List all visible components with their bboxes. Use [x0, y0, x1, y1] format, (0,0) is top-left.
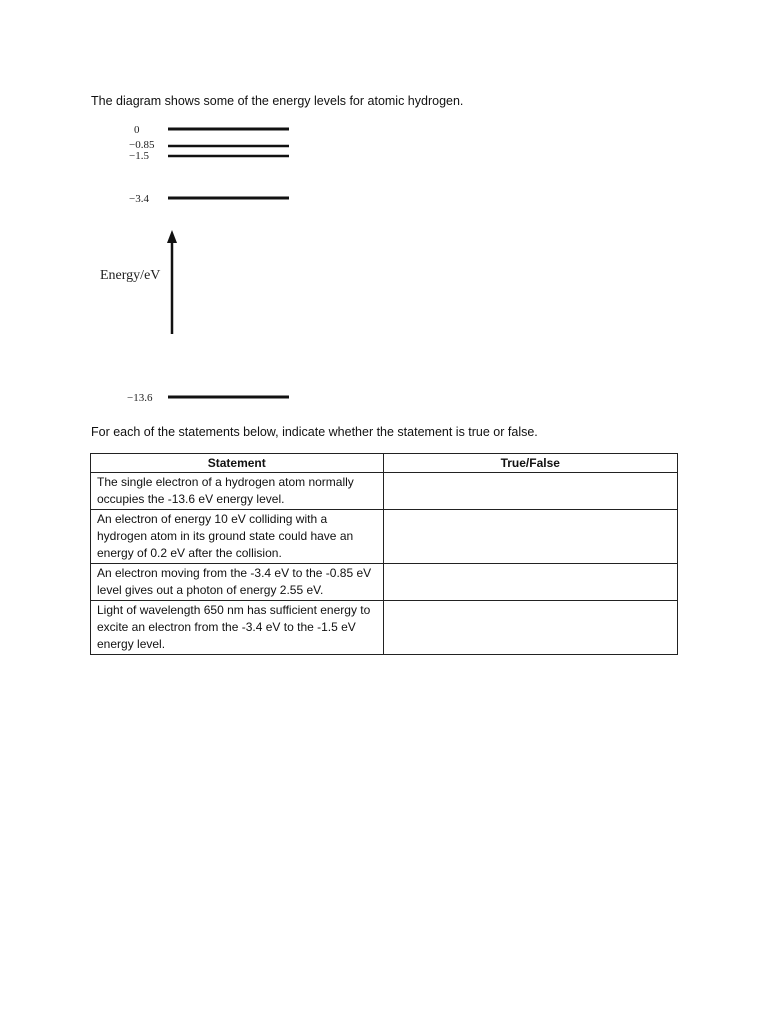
intro-text: The diagram shows some of the energy levels for atomic hydrogen.	[91, 94, 464, 108]
answer-cell[interactable]	[383, 601, 678, 655]
level-label: −13.6	[127, 392, 153, 404]
table-row	[91, 564, 678, 601]
statement-cell: Light of wavelength 650 nm has sufficient energy to excite an electron from the -3.4 eV to the -1.5 eV energy level.	[91, 601, 384, 655]
level-label: 0	[134, 124, 140, 136]
energy-axis-arrow	[167, 230, 177, 334]
energy-level-minus-1-5	[129, 150, 289, 162]
energy-level-minus-3-4	[129, 193, 289, 205]
level-label: −0.85	[129, 139, 155, 151]
statement-header: Statement	[91, 454, 384, 473]
table-row	[91, 601, 678, 655]
answer-cell[interactable]	[383, 564, 678, 601]
energy-level-diagram	[96, 116, 316, 411]
answer-cell[interactable]	[383, 473, 678, 510]
statement-cell: The single electron of a hydrogen atom normally occupies the -13.6 eV energy level.	[91, 473, 384, 510]
energy-level-0	[134, 124, 289, 136]
energy-level-minus-13-6	[127, 392, 289, 404]
table-row	[91, 473, 678, 510]
statement-cell: An electron of energy 10 eV colliding with a hydrogen atom in its ground state could have an energy of 0.2 eV after the collision.	[91, 510, 384, 564]
level-label: −1.5	[129, 150, 149, 162]
statements-table	[90, 453, 678, 655]
level-label: −3.4	[129, 193, 149, 205]
energy-level-minus-0-85	[129, 139, 289, 151]
statement-cell: An electron moving from the -3.4 eV to the -0.85 eV level gives out a photon of energy 2.55 eV.	[91, 564, 384, 601]
table-row	[91, 510, 678, 564]
table-header-row	[91, 454, 678, 473]
answer-cell[interactable]	[383, 510, 678, 564]
true-false-header: True/False	[383, 454, 678, 473]
question-text: For each of the statements below, indicate whether the statement is true or false.	[91, 425, 538, 439]
axis-label: Energy/eV	[100, 268, 161, 283]
